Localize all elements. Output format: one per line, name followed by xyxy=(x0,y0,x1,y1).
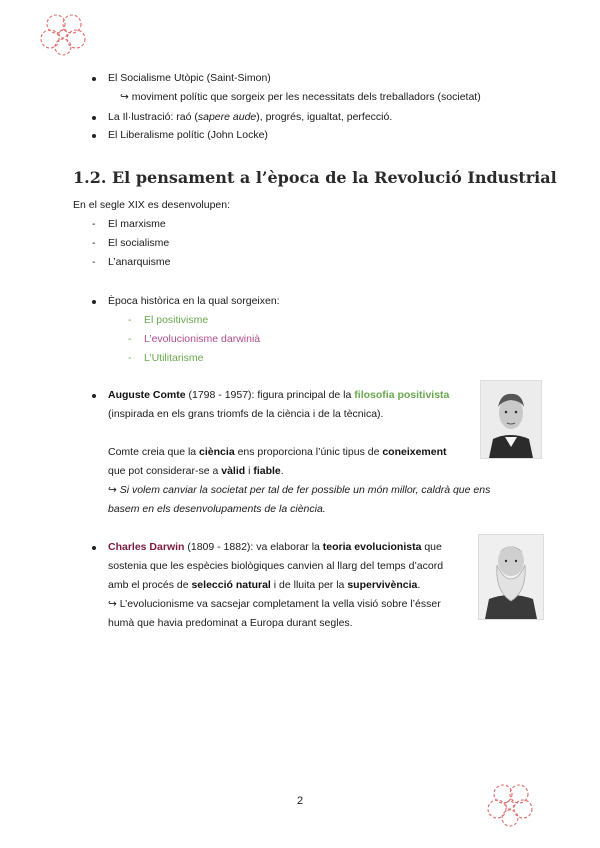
darwin-portrait xyxy=(478,534,544,620)
list-item-subnote: ↪ moviment polític que sorgeix per les necessitats dels treballadors (societat) xyxy=(120,91,481,103)
comte-portrait xyxy=(480,380,542,459)
darwin-line: amb el procés de selecció natural i de lluita per la supervivència. xyxy=(108,579,421,591)
bullet-icon xyxy=(92,77,96,81)
darwin-line: ↪ L’evolucionisme va sacsejar completament la vella visió sobre l’ésser xyxy=(108,598,441,610)
darwin-line: Charles Darwin (1809 - 1882): va elaborar la teoria evolucionista que xyxy=(108,541,442,553)
bullet-icon xyxy=(92,116,96,120)
bullet-icon xyxy=(92,134,96,138)
flower-decoration-icon xyxy=(38,12,90,56)
section-intro: En el segle XIX es desenvolupen: xyxy=(73,199,231,211)
dash-marker: - xyxy=(128,314,132,326)
list-item: L’anarquisme xyxy=(108,256,171,268)
epoch-item: L’evolucionisme darwinià xyxy=(144,333,261,345)
comte-line: Comte creia que la ciència ens proporciona l’únic tipus de coneixement xyxy=(108,446,447,458)
comte-line: (inspirada en els grans triomfs de la ciència i de la tècnica). xyxy=(108,408,384,420)
section-heading: 1.2. El pensament a l’època de la Revolució Industrial xyxy=(73,168,557,187)
list-item: El Liberalisme polític (John Locke) xyxy=(108,129,268,141)
epoch-item: L’Utilitarisme xyxy=(144,352,204,364)
comte-line: que pot considerar-se a vàlid i fiable. xyxy=(108,465,284,477)
list-item: El socialisme xyxy=(108,237,170,249)
darwin-line: humà que havia predominat a Europa durant segles. xyxy=(108,617,353,629)
dash-marker: - xyxy=(128,333,132,345)
comte-quote: basem en els desenvolupaments de la ciència. xyxy=(108,503,326,515)
dash-marker: - xyxy=(92,256,96,268)
list-item: El Socialisme Utòpic (Saint-Simon) xyxy=(108,72,271,84)
darwin-line: sostenia que les espècies biològiques canvien al llarg del temps d’acord xyxy=(108,560,444,572)
bullet-icon xyxy=(92,546,96,550)
epoch-item: El positivisme xyxy=(144,314,209,326)
list-item: La Il·lustració: raó (sapere aude), progrés, igualtat, perfecció. xyxy=(108,111,393,123)
comte-line: Auguste Comte (1798 - 1957): figura principal de la filosofia positivista xyxy=(108,389,450,401)
dash-marker: - xyxy=(92,218,96,230)
dash-marker: - xyxy=(128,352,132,364)
page-number: 2 xyxy=(296,795,304,807)
bullet-icon xyxy=(92,300,96,304)
list-item: El marxisme xyxy=(108,218,166,230)
bullet-icon xyxy=(92,394,96,398)
dash-marker: - xyxy=(92,237,96,249)
list-item: Època històrica en la qual sorgeixen: xyxy=(108,295,280,307)
comte-quote: ↪ Si volem canviar la societat per tal de fer possible un món millor, caldrà que ens xyxy=(108,484,491,496)
